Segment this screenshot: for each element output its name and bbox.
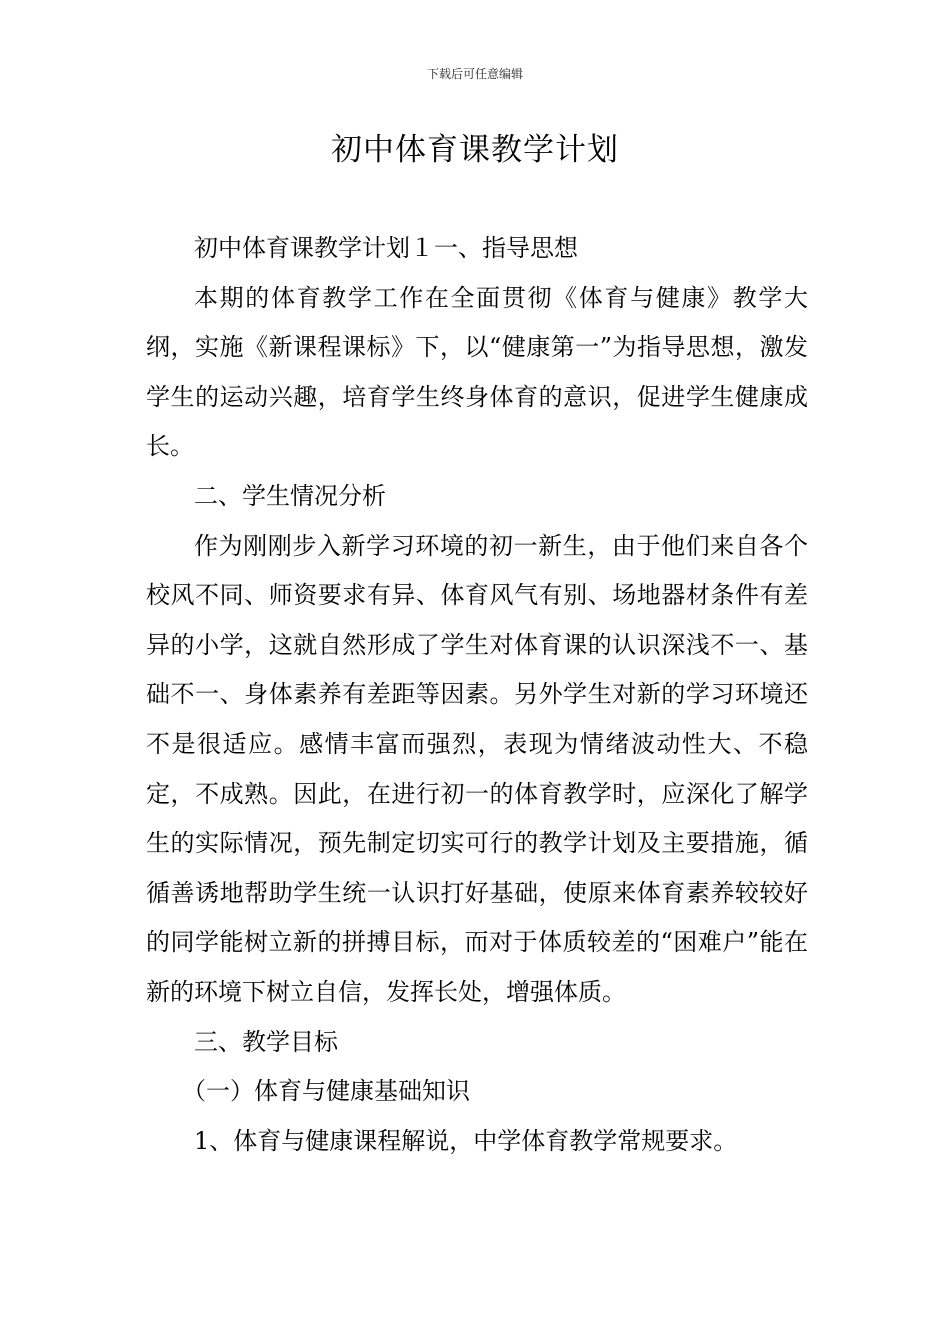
header-note: 下载后可任意编辑 bbox=[426, 67, 523, 81]
paragraph-student-analysis: 作为刚刚步入新学习环境的初一新生，由于他们来自各个校风不同、师资要求有异、体育风气有别、场地器材条件有差异的小学，这就自然形成了学生对体育课的认识深浅不一、基础不一、身体素养有差距等因素。另外学生对新的学习环境还不是很适应。感情丰富而强烈，表现为情绪波动性大、不稳定，不成熟。因此，在进行初一的体育教学时，应深化了解学生的实际情况，预先制定切实可行的教学计划及主要措施，循循善诱地帮助学生统一认识打好基础，使原来体育素养较较好的同学能树立新的拼搏目标，而对于体质较差的“困难户”能在新的环境下树立自信，发挥长处，增强体质。 bbox=[146, 531, 808, 1006]
document-body bbox=[146, 224, 808, 1166]
section-heading-teaching-goals: 三、教学目标 bbox=[194, 1027, 338, 1056]
paragraph-item-1: 1、体育与健康课程解说，中学体育教学常规要求。 bbox=[194, 1126, 738, 1155]
paragraph-intro-heading: 初中体育课教学计划１一、指导思想 bbox=[194, 234, 578, 262]
paragraph-guiding-idea: 本期的体育教学工作在全面贯彻《体育与健康》教学大纲，实施《新课程课标》下，以“健康第一”为指导思想，激发学生的运动兴趣，培育学生终身体育的意识，促进学生健康成长。 bbox=[146, 283, 808, 461]
section-heading-student-analysis: 二、学生情况分析 bbox=[194, 481, 386, 510]
subsection-heading-basic-knowledge: （一）体育与健康基础知识 bbox=[182, 1077, 470, 1106]
document-title: 初中体育课教学计划 bbox=[331, 132, 619, 168]
